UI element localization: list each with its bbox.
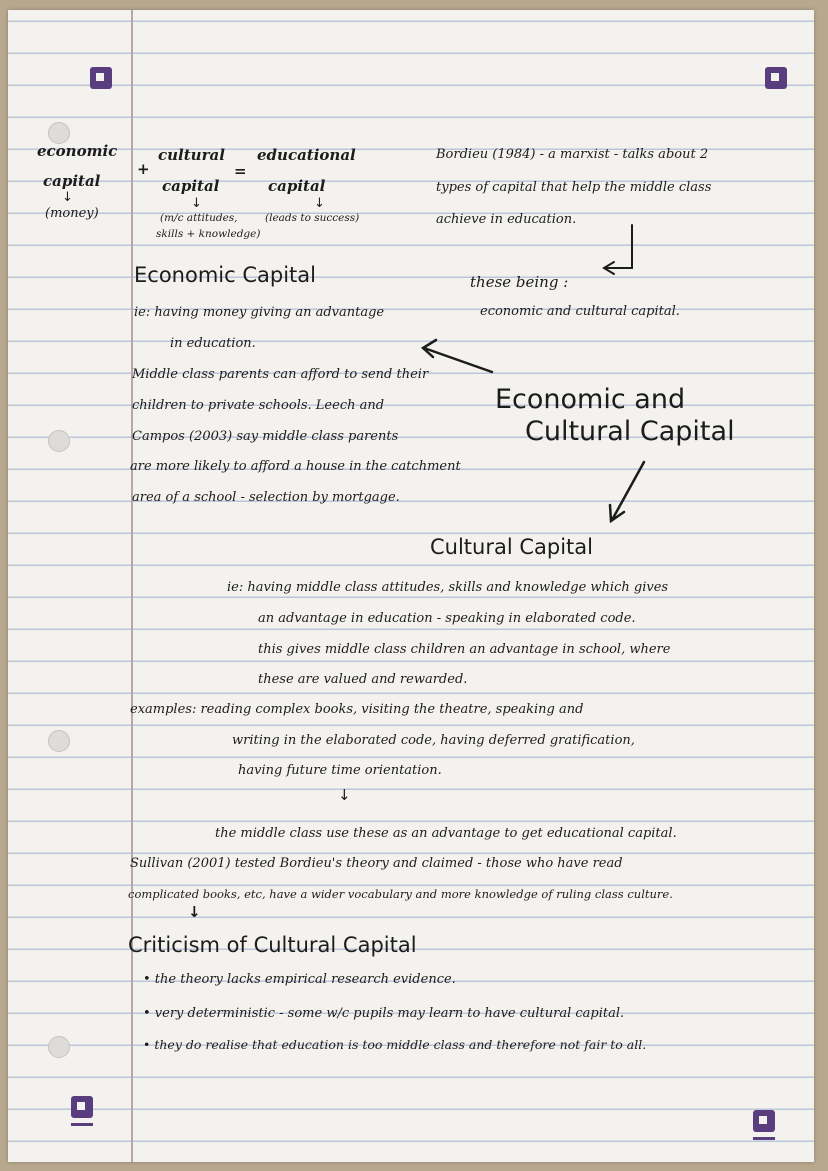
economic-capital-heading: Economic Capital [134,263,316,287]
middle-class-use: the middle class use these as an advantage to get educational capital. [215,826,677,841]
cultural-note-2: skills + knowledge) [156,228,261,240]
arrow-to-economic-icon [424,348,492,372]
examples-3: having future time orientation. [238,763,442,778]
plus-sign: + [137,160,150,178]
criticism-heading: Criticism of Cultural Capital [128,933,417,957]
educational-word: educational [257,146,356,164]
bordieu-line-3: achieve in education. [436,212,577,227]
examples-1: examples: reading complex books, visiting the theatre, speaking and [130,702,584,717]
educational-note: (leads to success) [265,212,360,224]
cultural-ie-2: an advantage in education - speaking in elaborated code. [258,611,636,626]
margin-economic: economic [37,142,118,160]
down-arrow-icon: ↓ [314,196,325,211]
arrow-to-cultural-icon [612,462,644,520]
economic-text-2: children to private schools. Leech and [132,398,385,413]
title-line-1: Economic and [495,384,686,415]
sullivan-2: complicated books, etc, have a wider vocabulary and more knowledge of ruling class culture. [128,887,673,901]
economic-text-1: Middle class parents can afford to send their [132,367,429,382]
equals-sign: = [234,162,247,180]
criticism-bullet-3: • they do realise that education is too middle class and therefore not fair to all. [143,1037,647,1052]
sullivan-1: Sullivan (2001) tested Bordieu's theory and claimed - those who have read [130,856,623,871]
down-arrow-icon: ↓ [188,903,201,921]
cultural-ie-4: these are valued and rewarded. [258,672,468,687]
capital-types: economic and cultural capital. [480,304,680,319]
arrow-head-icon [423,340,436,357]
down-arrow-icon: ↓ [191,196,202,211]
cultural-ie-1: ie: having middle class attitudes, skills and knowledge which gives [227,580,669,595]
economic-ie-2: in education. [170,336,256,351]
cultural-note: (m/c attitudes, [160,212,238,224]
margin-money: (money) [45,206,99,221]
economic-ie-1: ie: having money giving an advantage [134,305,385,320]
economic-text-3: Campos (2003) say middle class parents [132,429,399,444]
cultural-ie-3: this gives middle class children an advantage in school, where [258,642,671,657]
these-being: these being : [470,273,569,291]
cultural-word: cultural [158,146,225,164]
cultural-capital-word: capital [162,177,220,195]
down-arrow-icon: ↓ [62,190,73,205]
bend-arrow-icon [605,225,632,268]
bordieu-line-1: Bordieu (1984) - a marxist - talks about 2 [436,147,709,162]
economic-text-4: are more likely to afford a house in the catchment [130,459,461,474]
economic-text-5: area of a school - selection by mortgage. [132,490,400,505]
educational-capital-word: capital [268,177,326,195]
title-line-2: Cultural Capital [525,416,735,447]
bordieu-line-2: types of capital that help the middle class [436,180,712,195]
down-arrow-icon: ↓ [338,786,351,804]
examples-2: writing in the elaborated code, having deferred gratification, [232,733,635,748]
cultural-capital-heading: Cultural Capital [430,535,593,559]
criticism-bullet-1: • the theory lacks empirical research evidence. [143,972,456,987]
margin-capital: capital [43,172,101,190]
criticism-bullet-2: • very deterministic - some w/c pupils may learn to have cultural capital. [143,1006,625,1021]
